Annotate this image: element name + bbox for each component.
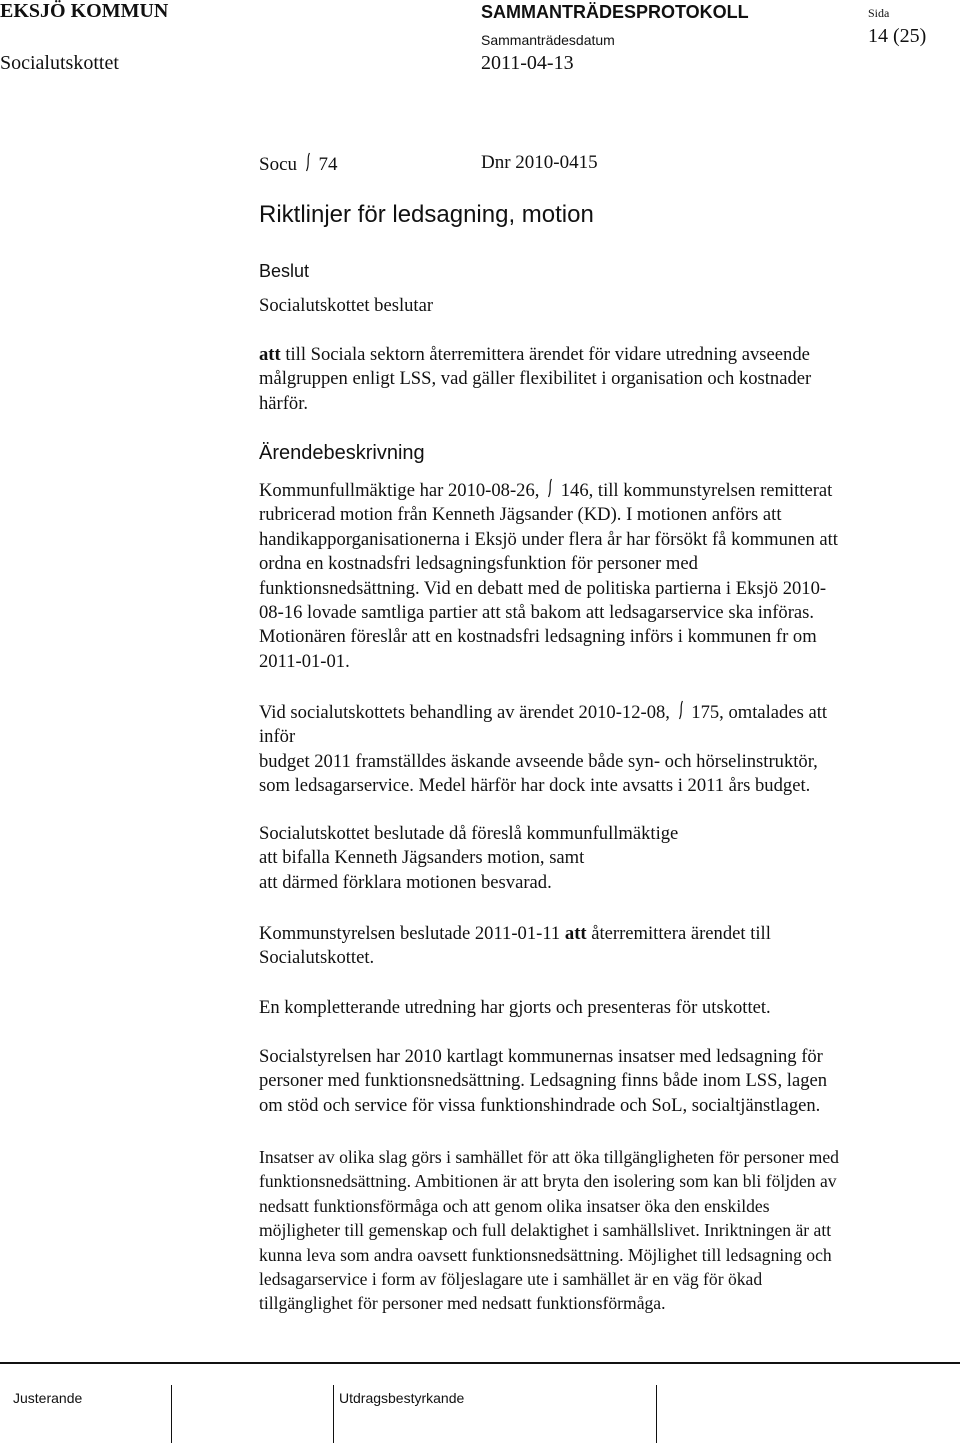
paragraph-line: nedsatt funktionsförmåga och att genom olika insatser öka den enskildes xyxy=(259,1195,770,1216)
description-paragraph-5 xyxy=(259,996,771,1020)
page-number: 14 (25) xyxy=(868,25,927,47)
footer-justerande: Justerande xyxy=(13,1390,83,1406)
paragraph-line-part: 146, till kommunstyrelsen remitterat xyxy=(560,480,833,501)
meeting-date-label: Sammanträdesdatum xyxy=(481,32,615,48)
paragraph-line: ledsagarservice i form av följeslagare ute i samhället är en väg för ökad xyxy=(259,1269,763,1290)
description-paragraph-4 xyxy=(259,922,771,971)
paragraph-line-part: 175, omtalades att xyxy=(691,702,828,723)
paragraph-line xyxy=(259,700,827,725)
att-keyword: att xyxy=(259,344,281,365)
description-heading: Ärendebeskrivning xyxy=(259,442,425,464)
paragraph-line: Socialstyrelsen har 2010 kartlagt kommunernas insatser med ledsagning för xyxy=(259,1046,823,1067)
page-title: Riktlinjer för ledsagning, motion xyxy=(259,201,594,228)
description-paragraph-6 xyxy=(259,1045,827,1118)
paragraph-line xyxy=(259,478,838,503)
paragraph-line: handikapporganisationerna i Eksjö under flera år har försökt få kommunen att xyxy=(259,528,838,550)
paragraph-line: som ledsagarservice. Medel härför har dock inte avsatts i 2011 års budget. xyxy=(259,775,811,797)
paragraph-line-part: Kommunfullmäktige har 2010-08-26, xyxy=(259,480,540,501)
document-type: SAMMANTRÄDESPROTOKOLL xyxy=(481,2,749,22)
paragraph-line: funktionsnedsättning. Vid en debatt med de politiska partierna i Eksjö 2010- xyxy=(259,577,827,599)
case-number xyxy=(259,152,338,176)
paragraph-line: rubricerad motion från Kenneth Jägsander (KD). I motionen anförs att xyxy=(259,504,782,526)
decision-text xyxy=(259,343,811,416)
signature-box-divider xyxy=(656,1385,657,1443)
decision-line xyxy=(259,343,811,367)
municipality-name: EKSJÖ KOMMUN xyxy=(0,0,169,22)
paragraph-line: möjligheter till gemenskap och full delaktighet i samhällslivet. Inriktningen är att xyxy=(259,1220,832,1241)
description-paragraph-3 xyxy=(259,822,678,895)
paragraph-line: Socialutskottet beslutade då föreslå kommunfullmäktige xyxy=(259,823,679,844)
paragraph-line: Insatser av olika slag görs i samhället för att öka tillgängligheten för personer med xyxy=(259,1147,839,1167)
section-sign-icon xyxy=(304,152,312,172)
paragraph-line: att bifalla Kenneth Jägsanders motion, samt xyxy=(259,847,585,869)
footer-divider xyxy=(0,1362,960,1364)
meeting-date: 2011-04-13 xyxy=(481,52,574,74)
paragraph-line: 08-16 lovade samtliga partier att stå bakom att ledsagarservice ska införas. xyxy=(259,602,815,624)
decision-line: målgruppen enligt LSS, vad gäller flexibilitet i organisation och kostnader xyxy=(259,368,812,390)
paragraph-line: 2011-01-01. xyxy=(259,650,350,672)
paragraph-line: om stöd och service för vissa funktionshindrade och SoL, socialtjänstlagen. xyxy=(259,1094,821,1116)
section-sign-icon xyxy=(546,478,554,498)
paragraph-line: tillgänglighet för personer med nedsatt funktionsförmåga. xyxy=(259,1293,666,1314)
section-sign-icon xyxy=(677,700,685,720)
dnr: Dnr 2010-0415 xyxy=(481,152,598,173)
decision-heading: Beslut xyxy=(259,261,310,281)
case-prefix: Socu xyxy=(259,154,297,175)
description-paragraph-7 xyxy=(259,1145,839,1316)
description-paragraph-1 xyxy=(259,478,838,674)
paragraph-line: personer med funktionsnedsättning. Ledsagning finns både inom LSS, lagen xyxy=(259,1070,828,1092)
case-number-value: 74 xyxy=(318,154,338,175)
paragraph-line: kunna leva som andra oavsett funktionsnedsättning. Möjlighet till ledsagning och xyxy=(259,1244,832,1265)
paragraph-line: Motionären föreslår att en kostnadsfri ledsagning införs i kommunen fr om xyxy=(259,626,817,648)
paragraph-line-part: återremittera ärendet till xyxy=(586,923,771,944)
paragraph-line: budget 2011 framställdes äskande avseende både syn- och hörselinstruktör, xyxy=(259,750,818,772)
signature-box-divider xyxy=(171,1385,172,1443)
paragraph-line-part: Vid socialutskottets behandling av ärendet 2010-12-08, xyxy=(259,702,670,723)
description-paragraph-2 xyxy=(259,700,827,799)
page-label: Sida xyxy=(868,6,890,20)
committee-name: Socialutskottet xyxy=(0,52,119,74)
signature-box-divider xyxy=(333,1385,334,1443)
paragraph-line xyxy=(259,922,771,946)
paragraph-line: ordna en kostnadsfri ledsagningsfunktion för personer med xyxy=(259,553,698,575)
att-keyword: att xyxy=(564,923,587,944)
paragraph-line: att därmed förklara motionen besvarad. xyxy=(259,871,552,893)
decision-intro: Socialutskottet beslutar xyxy=(259,295,434,316)
paragraph-line: inför xyxy=(259,726,296,748)
paragraph-line: funktionsnedsättning. Ambitionen är att bryta den isolering som kan bli följden av xyxy=(259,1171,837,1192)
decision-line-rest: till Sociala sektorn återremittera ärendet för vidare utredning avseende xyxy=(280,344,810,365)
paragraph-line-part: Kommunstyrelsen beslutade 2011-01-11 xyxy=(259,923,565,944)
paragraph-line: Socialutskottet. xyxy=(259,947,375,969)
paragraph-line: En kompletterande utredning har gjorts och presenteras för utskottet. xyxy=(259,997,771,1018)
footer-utdragsbestyrkande: Utdragsbestyrkande xyxy=(339,1390,465,1406)
decision-line: härför. xyxy=(259,392,309,414)
